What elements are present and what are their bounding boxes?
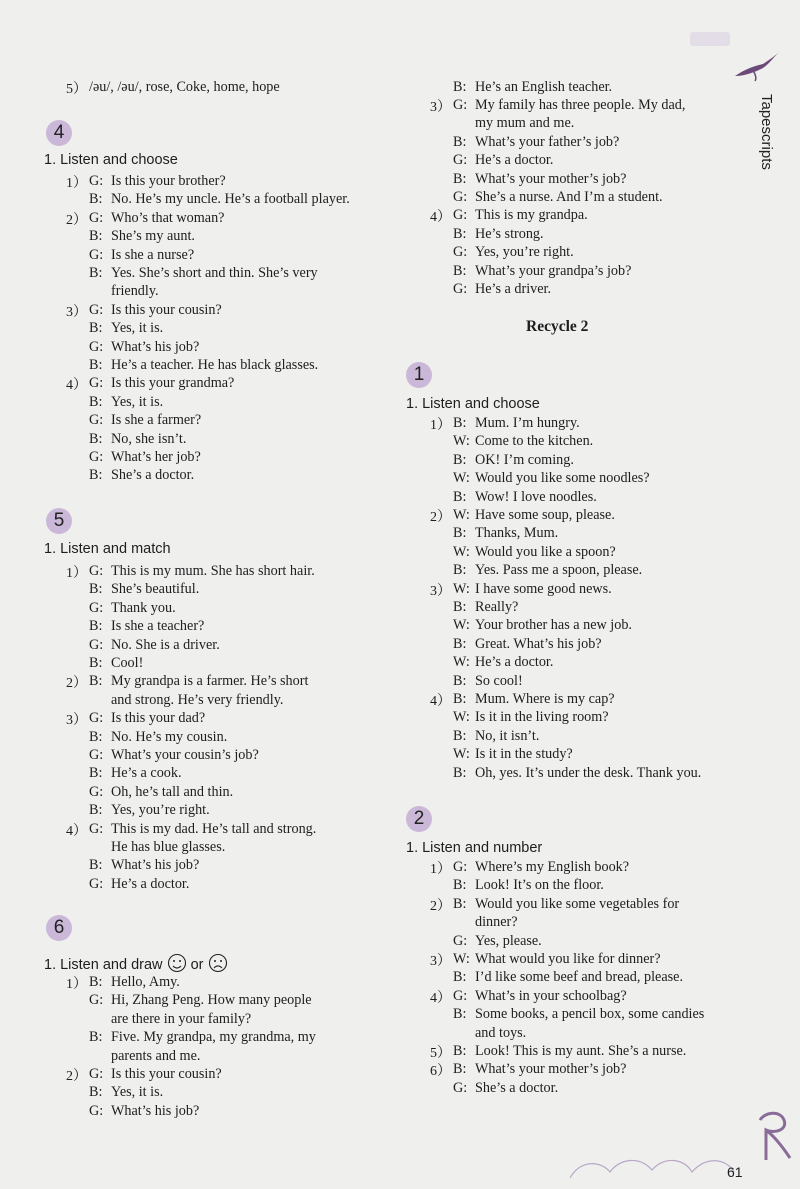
item-number: 6） <box>430 1064 451 1080</box>
item-number: 3） <box>66 304 87 320</box>
dialogue-line: Great. What’s his job? <box>475 635 602 652</box>
dialogue-line: What’s his job? <box>111 1102 200 1119</box>
dialogue-line: He’s a doctor. <box>475 654 554 671</box>
dialogue-line: parents and me. <box>111 1047 201 1064</box>
speaker-label: G: <box>453 987 468 1004</box>
smiley-face-icon <box>167 953 187 973</box>
dialogue-line: I have some good news. <box>475 580 612 597</box>
dialogue-line: Is this your dad? <box>111 710 206 727</box>
item-number: 2） <box>430 510 451 525</box>
speaker-label: B: <box>89 673 103 690</box>
unit-number-badge: 5 <box>46 508 72 534</box>
header-decoration-icon <box>690 22 750 52</box>
exercise-heading: 1. Listen and number <box>406 840 543 856</box>
dialogue-line: No, she isn’t. <box>111 430 187 447</box>
dialogue-line: Yes, it is. <box>111 1084 164 1101</box>
dialogue-line: Thanks, Mum. <box>475 525 559 542</box>
speaker-label: B: <box>453 599 467 615</box>
speaker-label: G: <box>89 173 104 189</box>
speaker-label: B: <box>453 635 467 652</box>
or-word: or <box>190 957 204 973</box>
dialogue-line: Mum. Where is my cap? <box>475 691 615 707</box>
speaker-label: B: <box>453 225 467 242</box>
dialogue-line: Yes. Pass me a spoon, please. <box>475 562 643 579</box>
speaker-label: W: <box>453 746 470 763</box>
dialogue-line: Where’s my English book? <box>475 859 630 875</box>
speaker-label: G: <box>89 636 104 653</box>
item-number: 1） <box>430 418 451 433</box>
dialogue-line: Yes, it is. <box>111 320 164 337</box>
dialogue-line: Oh, yes. It’s under the desk. Thank you. <box>475 764 702 781</box>
speaker-label: B: <box>453 691 467 707</box>
speaker-label: G: <box>89 747 104 763</box>
dialogue-line: Is this your cousin? <box>111 1066 222 1082</box>
item-number: 4） <box>430 990 451 1006</box>
dialogue-line: My grandpa is a farmer. He’s short <box>111 673 309 690</box>
speaker-label: G: <box>89 412 104 429</box>
page-number: 61 <box>727 1164 743 1180</box>
dialogue-line: Is it in the study? <box>475 746 573 763</box>
speaker-label: W: <box>453 654 470 671</box>
speaker-label: G: <box>453 189 468 205</box>
dialogue-line: Is this your brother? <box>111 173 226 189</box>
dialogue-line: This is my mum. She has short hair. <box>111 563 315 579</box>
dialogue-line: Hi, Zhang Peng. How many people <box>111 992 312 1009</box>
speaker-label: B: <box>453 727 467 744</box>
speaker-label: G: <box>89 1066 104 1082</box>
dialogue-line: are there in your family? <box>111 1010 252 1027</box>
unit-number-badge: 6 <box>46 915 72 941</box>
speaker-label: B: <box>89 228 103 245</box>
dialogue-line: Is she a nurse? <box>111 246 195 263</box>
speaker-label: G: <box>453 207 468 224</box>
item-number: 5） <box>66 82 87 97</box>
dialogue-line: and toys. <box>475 1024 527 1041</box>
dialogue-line: Is she a farmer? <box>111 412 202 429</box>
speaker-label: B: <box>89 618 103 635</box>
speaker-label: W: <box>453 580 470 597</box>
dialogue-line: Really? <box>475 599 519 615</box>
item-number: 1） <box>66 977 87 992</box>
dialogue-line: Look! It’s on the floor. <box>475 877 604 894</box>
dialogue-line: What’s his job? <box>111 338 200 355</box>
unit-number-badge: 2 <box>406 806 432 832</box>
item-number: 3） <box>430 100 451 115</box>
item-number: 4） <box>430 694 451 709</box>
item-number: 1） <box>66 176 87 191</box>
speaker-label: G: <box>453 97 468 113</box>
dialogue-line: This is my dad. He’s tall and strong. <box>111 820 317 837</box>
dialogue-line: Five. My grandpa, my grandma, my <box>111 1029 316 1046</box>
item-number: 4） <box>66 378 87 394</box>
phonics-line: /əu/, /əu/, rose, Coke, home, hope <box>89 79 280 95</box>
speaker-label: B: <box>89 765 103 782</box>
speaker-label: W: <box>453 951 470 967</box>
speaker-label: G: <box>453 932 468 949</box>
speaker-label: B: <box>453 562 467 579</box>
dialogue-line: No. He’s my cousin. <box>111 728 228 745</box>
dialogue-line: Yes, you’re right. <box>475 244 574 261</box>
speaker-label: B: <box>453 415 467 431</box>
speaker-label: G: <box>453 152 468 169</box>
speaker-label: G: <box>89 209 104 226</box>
dialogue-line: Would you like some vegetables for <box>475 895 680 912</box>
dialogue-line: Come to the kitchen. <box>475 433 594 450</box>
speaker-label: G: <box>89 710 104 727</box>
speaker-label: B: <box>453 1043 467 1059</box>
dialogue-line: Who’s that woman? <box>111 209 225 226</box>
speaker-label: B: <box>453 262 467 279</box>
dialogue-line: Yes. She’s short and thin. She’s very <box>111 265 318 281</box>
speaker-label: B: <box>453 764 467 781</box>
speaker-label: B: <box>89 857 103 874</box>
dialogue-line: What’s in your schoolbag? <box>475 987 627 1004</box>
speaker-label: B: <box>453 133 467 150</box>
dialogue-line: Cool! <box>111 655 144 671</box>
speaker-label: G: <box>89 875 104 892</box>
speaker-label: G: <box>89 301 104 318</box>
dialogue-line: She’s my aunt. <box>111 228 195 245</box>
speaker-label: G: <box>89 449 104 465</box>
dialogue-line: She’s a doctor. <box>111 467 195 484</box>
exercise-heading: 1. Listen and draw or <box>44 953 228 973</box>
dialogue-line: my mum and me. <box>475 115 575 132</box>
dialogue-line: Would you like a spoon? <box>475 543 616 560</box>
dialogue-line: She’s beautiful. <box>111 581 200 598</box>
speaker-label: W: <box>453 470 470 487</box>
speaker-label: W: <box>453 507 470 523</box>
item-number: 1） <box>66 566 87 581</box>
speaker-label: G: <box>453 1079 468 1096</box>
dialogue-line: No, it isn’t. <box>475 727 540 744</box>
item-number: 3） <box>430 583 451 599</box>
dialogue-line: friendly. <box>111 283 159 300</box>
speaker-label: B: <box>89 393 103 410</box>
exercise-heading: 1. Listen and match <box>44 541 171 557</box>
dialogue-line: Is it in the living room? <box>475 709 609 726</box>
bird-icon <box>733 50 781 82</box>
dialogue-line: Hello, Amy. <box>111 974 180 990</box>
dialogue-line: What’s her job? <box>111 449 201 465</box>
dialogue-line: Yes, you’re right. <box>111 802 210 819</box>
speaker-label: G: <box>89 599 104 616</box>
dialogue-line: What’s your mother’s job? <box>475 170 627 187</box>
item-number: 2） <box>66 212 87 228</box>
item-number: 3） <box>430 954 451 969</box>
speaker-label: B: <box>453 170 467 187</box>
bottom-wave-decoration-icon <box>560 1100 800 1185</box>
dialogue-line: Yes, please. <box>475 932 542 949</box>
dialogue-line: Have some soup, please. <box>475 507 615 523</box>
item-number: 5） <box>430 1046 451 1061</box>
speaker-label: B: <box>453 1006 467 1023</box>
speaker-label: W: <box>453 543 470 560</box>
dialogue-line: I’d like some beef and bread, please. <box>475 969 683 986</box>
speaker-label: B: <box>89 802 103 819</box>
speaker-label: B: <box>453 969 467 986</box>
sad-face-icon <box>208 953 228 973</box>
speaker-label: B: <box>89 1029 103 1046</box>
speaker-label: B: <box>453 488 467 505</box>
dialogue-line: No. She is a driver. <box>111 636 220 653</box>
section-side-label: Tapescripts <box>758 94 775 170</box>
dialogue-line: What’s his job? <box>111 857 200 874</box>
speaker-label: G: <box>89 1102 104 1119</box>
speaker-label: B: <box>453 672 467 689</box>
dialogue-line: He’s a doctor. <box>111 875 190 892</box>
speaker-label: B: <box>89 430 103 447</box>
dialogue-line: He’s strong. <box>475 225 544 242</box>
exercise-heading: 1. Listen and choose <box>44 152 178 168</box>
speaker-label: B: <box>89 191 103 208</box>
dialogue-line: Your brother has a new job. <box>475 617 632 634</box>
dialogue-line: No. He’s my uncle. He’s a football player. <box>111 191 350 208</box>
dialogue-line: He’s a driver. <box>475 281 552 297</box>
dialogue-line: He’s an English teacher. <box>475 79 613 95</box>
dialogue-line: Oh, he’s tall and thin. <box>111 783 234 800</box>
speaker-label: B: <box>89 467 103 484</box>
unit-number-badge: 1 <box>406 362 432 388</box>
item-number: 1） <box>430 862 451 877</box>
speaker-label: B: <box>89 974 103 990</box>
dialogue-line: Would you like some noodles? <box>475 470 650 487</box>
dialogue-line: Thank you. <box>111 599 176 616</box>
item-number: 4） <box>430 210 451 226</box>
dialogue-line: and strong. He’s very friendly. <box>111 691 284 708</box>
speaker-label: B: <box>89 265 103 281</box>
speaker-label: G: <box>453 859 468 875</box>
dialogue-line: dinner? <box>475 914 518 931</box>
dialogue-line: Some books, a pencil box, some candies <box>475 1006 705 1023</box>
speaker-label: B: <box>89 728 103 745</box>
speaker-label: B: <box>453 451 467 468</box>
speaker-label: G: <box>89 375 104 392</box>
speaker-label: B: <box>453 877 467 894</box>
dialogue-line: So cool! <box>475 672 523 689</box>
dialogue-line: What would you like for dinner? <box>475 951 661 967</box>
item-number: 3） <box>66 713 87 729</box>
item-number: 2） <box>430 898 451 914</box>
speaker-label: B: <box>453 525 467 542</box>
unit-number-badge: 4 <box>46 120 72 146</box>
speaker-label: B: <box>453 79 467 95</box>
speaker-label: G: <box>89 338 104 355</box>
dialogue-line: What’s your mother’s job? <box>475 1061 627 1078</box>
speaker-label: W: <box>453 433 470 450</box>
dialogue-line: Is she a teacher? <box>111 618 205 635</box>
dialogue-line: She’s a nurse. And I’m a student. <box>475 189 663 205</box>
item-number: 2） <box>66 1069 87 1084</box>
dialogue-line: He has blue glasses. <box>111 839 226 855</box>
speaker-label: B: <box>89 1084 103 1101</box>
speaker-label: G: <box>453 281 468 297</box>
dialogue-line: This is my grandpa. <box>475 207 588 224</box>
speaker-label: W: <box>453 617 470 634</box>
speaker-label: G: <box>453 244 468 261</box>
speaker-label: G: <box>89 992 104 1009</box>
speaker-label: B: <box>89 581 103 598</box>
speaker-label: G: <box>89 820 104 837</box>
dialogue-line: Is this your cousin? <box>111 301 222 318</box>
speaker-label: B: <box>453 895 467 912</box>
dialogue-line: Look! This is my aunt. She’s a nurse. <box>475 1043 687 1059</box>
dialogue-line: Wow! I love noodles. <box>475 488 597 505</box>
dialogue-line: What’s your grandpa’s job? <box>475 262 632 279</box>
speaker-label: G: <box>89 563 104 579</box>
dialogue-line: Mum. I’m hungry. <box>475 415 580 431</box>
dialogue-line: She’s a doctor. <box>475 1079 559 1096</box>
dialogue-line: Is this your grandma? <box>111 375 235 392</box>
speaker-label: B: <box>89 357 103 373</box>
speaker-label: W: <box>453 709 470 726</box>
dialogue-line: What’s your cousin’s job? <box>111 747 259 763</box>
speaker-label: G: <box>89 783 104 800</box>
dialogue-line: He’s a doctor. <box>475 152 554 169</box>
speaker-label: B: <box>89 320 103 337</box>
dialogue-line: He’s a teacher. He has black glasses. <box>111 357 319 373</box>
item-number: 2） <box>66 676 87 692</box>
dialogue-line: He’s a cook. <box>111 765 182 782</box>
recycle-title: Recycle 2 <box>526 318 589 335</box>
item-number: 4） <box>66 823 87 839</box>
speaker-label: G: <box>89 246 104 263</box>
dialogue-line: What’s your father’s job? <box>475 133 620 150</box>
dialogue-line: Yes, it is. <box>111 393 164 410</box>
exercise-heading: 1. Listen and choose <box>406 396 540 412</box>
dialogue-line: OK! I’m coming. <box>475 451 574 468</box>
dialogue-line: My family has three people. My dad, <box>475 97 686 113</box>
speaker-label: B: <box>453 1061 467 1078</box>
speaker-label: B: <box>89 655 103 671</box>
